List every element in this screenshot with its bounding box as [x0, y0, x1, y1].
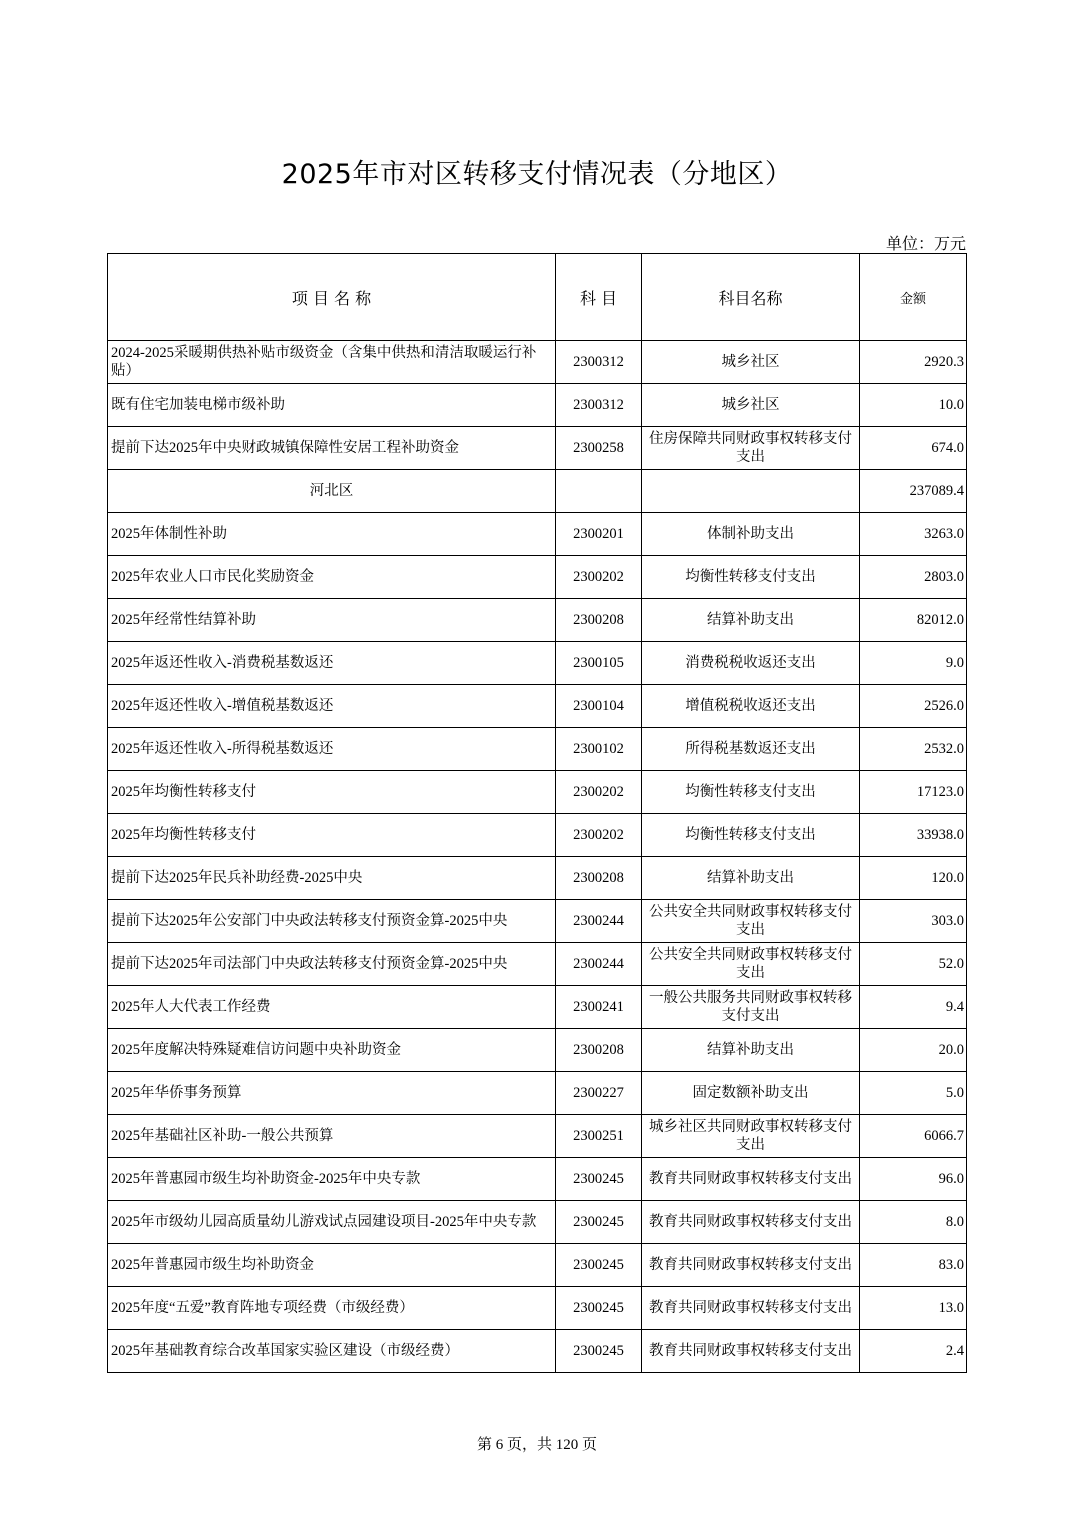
project-name-cell: 2025年返还性收入-消费税基数返还 [108, 642, 556, 685]
table-row [108, 857, 967, 900]
amount-cell: 9.0 [860, 642, 967, 685]
unit-label: 单位：万元 [885, 236, 966, 253]
amount-cell: 13.0 [860, 1287, 967, 1330]
amount-cell: 17123.0 [860, 771, 967, 814]
project-name-cell: 2025年经常性结算补助 [108, 599, 556, 642]
code-cell: 2300202 [556, 771, 642, 814]
project-name-cell: 提前下达2025年中央财政城镇保障性安居工程补助资金 [108, 427, 556, 470]
table-row [108, 943, 967, 986]
code-cell: 2300202 [556, 556, 642, 599]
table-row [108, 556, 967, 599]
project-name-cell: 既有住宅加装电梯市级补助 [108, 384, 556, 427]
table-row [108, 1287, 967, 1330]
table-row [108, 642, 967, 685]
amount-cell: 2920.3 [860, 341, 967, 384]
table-row [108, 1244, 967, 1287]
amount-cell: 120.0 [860, 857, 967, 900]
amount-cell: 2526.0 [860, 685, 967, 728]
code-cell: 2300102 [556, 728, 642, 771]
subject-name-cell: 增值税税收返还支出 [642, 685, 860, 728]
subject-name-cell: 教育共同财政事权转移支付支出 [642, 1287, 860, 1330]
table-row [108, 341, 967, 384]
subject-name-cell: 住房保障共同财政事权转移支付支出 [642, 427, 860, 470]
code-cell: 2300104 [556, 685, 642, 728]
project-name-cell: 2025年度解决特殊疑难信访问题中央补助资金 [108, 1029, 556, 1072]
project-name-cell: 2025年体制性补助 [108, 513, 556, 556]
table-row [108, 1158, 967, 1201]
table-header-row [108, 254, 967, 341]
code-cell: 2300245 [556, 1201, 642, 1244]
code-cell: 2300208 [556, 599, 642, 642]
project-name-cell: 2025年普惠园市级生均补助资金-2025年中央专款 [108, 1158, 556, 1201]
subject-name-cell: 教育共同财政事权转移支付支出 [642, 1330, 860, 1373]
subject-name-cell: 教育共同财政事权转移支付支出 [642, 1244, 860, 1287]
project-name-cell: 2024-2025采暖期供热补贴市级资金（含集中供热和清洁取暖运行补贴） [108, 341, 556, 384]
code-cell: 2300245 [556, 1287, 642, 1330]
subject-name-cell: 均衡性转移支付支出 [642, 814, 860, 857]
amount-cell: 2.4 [860, 1330, 967, 1373]
amount-cell: 3263.0 [860, 513, 967, 556]
subject-name-cell: 教育共同财政事权转移支付支出 [642, 1158, 860, 1201]
amount-cell: 10.0 [860, 384, 967, 427]
subject-name-cell: 城乡社区共同财政事权转移支付支出 [642, 1115, 860, 1158]
table-row [108, 1330, 967, 1373]
subject-name-cell: 消费税税收返还支出 [642, 642, 860, 685]
code-cell: 2300208 [556, 857, 642, 900]
table-row [108, 1072, 967, 1115]
table-row [108, 1115, 967, 1158]
subject-name-cell: 公共安全共同财政事权转移支付支出 [642, 900, 860, 943]
code-cell: 2300312 [556, 341, 642, 384]
table-row [108, 728, 967, 771]
table-row [108, 771, 967, 814]
amount-cell: 8.0 [860, 1201, 967, 1244]
project-name-cell: 提前下达2025年公安部门中央政法转移支付预资金算-2025中央 [108, 900, 556, 943]
code-cell: 2300241 [556, 986, 642, 1029]
code-cell: 2300245 [556, 1244, 642, 1287]
amount-cell: 52.0 [860, 943, 967, 986]
table-row [108, 986, 967, 1029]
subject-name-cell: 均衡性转移支付支出 [642, 556, 860, 599]
subject-name-cell: 所得税基数返还支出 [642, 728, 860, 771]
code-cell [556, 470, 642, 513]
project-name-cell: 2025年基础社区补助-一般公共预算 [108, 1115, 556, 1158]
project-name-cell: 2025年均衡性转移支付 [108, 814, 556, 857]
amount-cell: 2532.0 [860, 728, 967, 771]
subject-name-cell: 结算补助支出 [642, 857, 860, 900]
subject-name-cell: 均衡性转移支付支出 [642, 771, 860, 814]
code-cell: 2300251 [556, 1115, 642, 1158]
subject-name-cell: 城乡社区 [642, 384, 860, 427]
table-row [108, 900, 967, 943]
project-name-cell: 2025年市级幼儿园高质量幼儿游戏试点园建设项目-2025年中央专款 [108, 1201, 556, 1244]
project-name-cell: 2025年返还性收入-所得税基数返还 [108, 728, 556, 771]
project-name-cell: 2025年均衡性转移支付 [108, 771, 556, 814]
subject-name-cell: 体制补助支出 [642, 513, 860, 556]
code-cell: 2300105 [556, 642, 642, 685]
table-row [108, 1201, 967, 1244]
subject-name-cell: 固定数额补助支出 [642, 1072, 860, 1115]
region-row [108, 470, 967, 513]
amount-cell: 303.0 [860, 900, 967, 943]
project-name-cell: 2025年普惠园市级生均补助资金 [108, 1244, 556, 1287]
code-cell: 2300245 [556, 1330, 642, 1373]
subject-name-cell: 结算补助支出 [642, 599, 860, 642]
amount-cell: 5.0 [860, 1072, 967, 1115]
amount-cell: 2803.0 [860, 556, 967, 599]
code-cell: 2300312 [556, 384, 642, 427]
project-name-cell: 提前下达2025年司法部门中央政法转移支付预资金算-2025中央 [108, 943, 556, 986]
table-body [108, 341, 967, 1373]
code-cell: 2300245 [556, 1158, 642, 1201]
table-row [108, 384, 967, 427]
amount-cell: 33938.0 [860, 814, 967, 857]
table-row [108, 427, 967, 470]
code-cell: 2300244 [556, 943, 642, 986]
amount-cell: 20.0 [860, 1029, 967, 1072]
amount-cell: 9.4 [860, 986, 967, 1029]
table-row [108, 599, 967, 642]
amount-cell: 82012.0 [860, 599, 967, 642]
subject-name-cell: 公共安全共同财政事权转移支付支出 [642, 943, 860, 986]
amount-cell: 237089.4 [860, 470, 967, 513]
page-footer: 第 6 页，共 120 页 [476, 1437, 597, 1453]
table-row [108, 513, 967, 556]
code-cell: 2300244 [556, 900, 642, 943]
amount-cell: 674.0 [860, 427, 967, 470]
transfer-payment-table [107, 253, 967, 1373]
project-name-cell: 2025年基础教育综合改革国家实验区建设（市级经费） [108, 1330, 556, 1373]
amount-cell: 83.0 [860, 1244, 967, 1287]
header-project-name: 项 目 名 称 [108, 254, 556, 341]
project-name-cell: 河北区 [108, 470, 556, 513]
page-title: 2025年市对区转移支付情况表（分地区） [281, 159, 793, 190]
project-name-cell: 2025年返还性收入-增值税基数返还 [108, 685, 556, 728]
project-name-cell: 2025年人大代表工作经费 [108, 986, 556, 1029]
project-name-cell: 提前下达2025年民兵补助经费-2025中央 [108, 857, 556, 900]
code-cell: 2300227 [556, 1072, 642, 1115]
amount-cell: 96.0 [860, 1158, 967, 1201]
header-amount: 金额 [860, 254, 967, 341]
subject-name-cell: 一般公共服务共同财政事权转移支付支出 [642, 986, 860, 1029]
code-cell: 2300258 [556, 427, 642, 470]
header-code: 科 目 [556, 254, 642, 341]
amount-cell: 6066.7 [860, 1115, 967, 1158]
code-cell: 2300201 [556, 513, 642, 556]
table-row [108, 1029, 967, 1072]
project-name-cell: 2025年农业人口市民化奖励资金 [108, 556, 556, 599]
table-row [108, 685, 967, 728]
code-cell: 2300208 [556, 1029, 642, 1072]
subject-name-cell: 城乡社区 [642, 341, 860, 384]
project-name-cell: 2025年华侨事务预算 [108, 1072, 556, 1115]
code-cell: 2300202 [556, 814, 642, 857]
subject-name-cell [642, 470, 860, 513]
header-subject-name: 科目名称 [642, 254, 860, 341]
subject-name-cell: 教育共同财政事权转移支付支出 [642, 1201, 860, 1244]
table-row [108, 814, 967, 857]
subject-name-cell: 结算补助支出 [642, 1029, 860, 1072]
project-name-cell: 2025年度“五爱”教育阵地专项经费（市级经费） [108, 1287, 556, 1330]
